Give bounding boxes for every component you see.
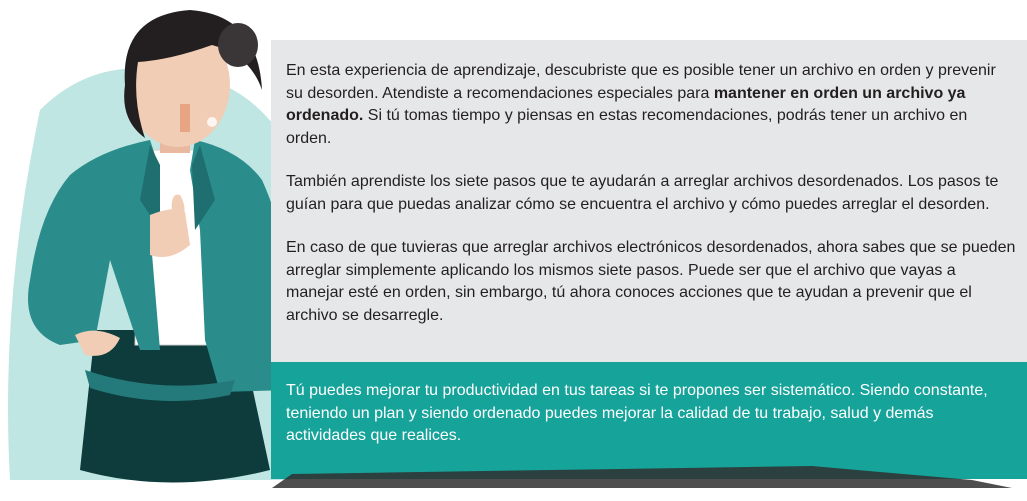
highlight-text: Tú puedes mejorar tu productividad en tus tareas si te propones ser sistemático. Siendo constante, teniendo un plan y siendo ordenado puedes mejorar la calidad de tu trabajo, salud y demás actividades que realices. xyxy=(286,382,988,444)
summary-paragraph-2: También aprendiste los siete pasos que te ayudarán a arreglar archivos desordenados. Los pasos te guían para que puedas analizar cómo se encuentra el archivo y cómo puedes arreglar el desorden. xyxy=(286,173,999,213)
woman-thumbs-up-illustration xyxy=(0,0,300,501)
summary-paragraph-3: En caso de que tuvieras que arreglar archivos electrónicos desordenados, ahora sabes que se pueden arreglar simplemente aplicando los mismos siete pasos. Puede ser que el archivo que vayas a manejar esté en orden, sin embargo, tú ahora conoces acciones que te ayudan a prevenir que el archivo se desarregle. xyxy=(286,239,1016,324)
nose xyxy=(180,104,190,132)
summary-paragraph-1 xyxy=(286,60,1016,150)
summary-p1-end: Si tú tomas tiempo y piensas en estas recomendaciones, podrás tener un archivo en orden. xyxy=(286,107,968,147)
highlight-shadow xyxy=(272,466,1012,488)
cheek xyxy=(207,117,217,127)
summary-p1-bold: mantener en orden un archivo ya ordenado. xyxy=(286,84,966,124)
hair-bun xyxy=(218,23,258,67)
summary-text xyxy=(286,60,1016,348)
summary-p1-start: En esta experiencia de aprendizaje, descubriste que es posible tener un archivo en orden y prevenir su desorden. Atendiste a recomendaciones especiales para xyxy=(286,62,996,102)
